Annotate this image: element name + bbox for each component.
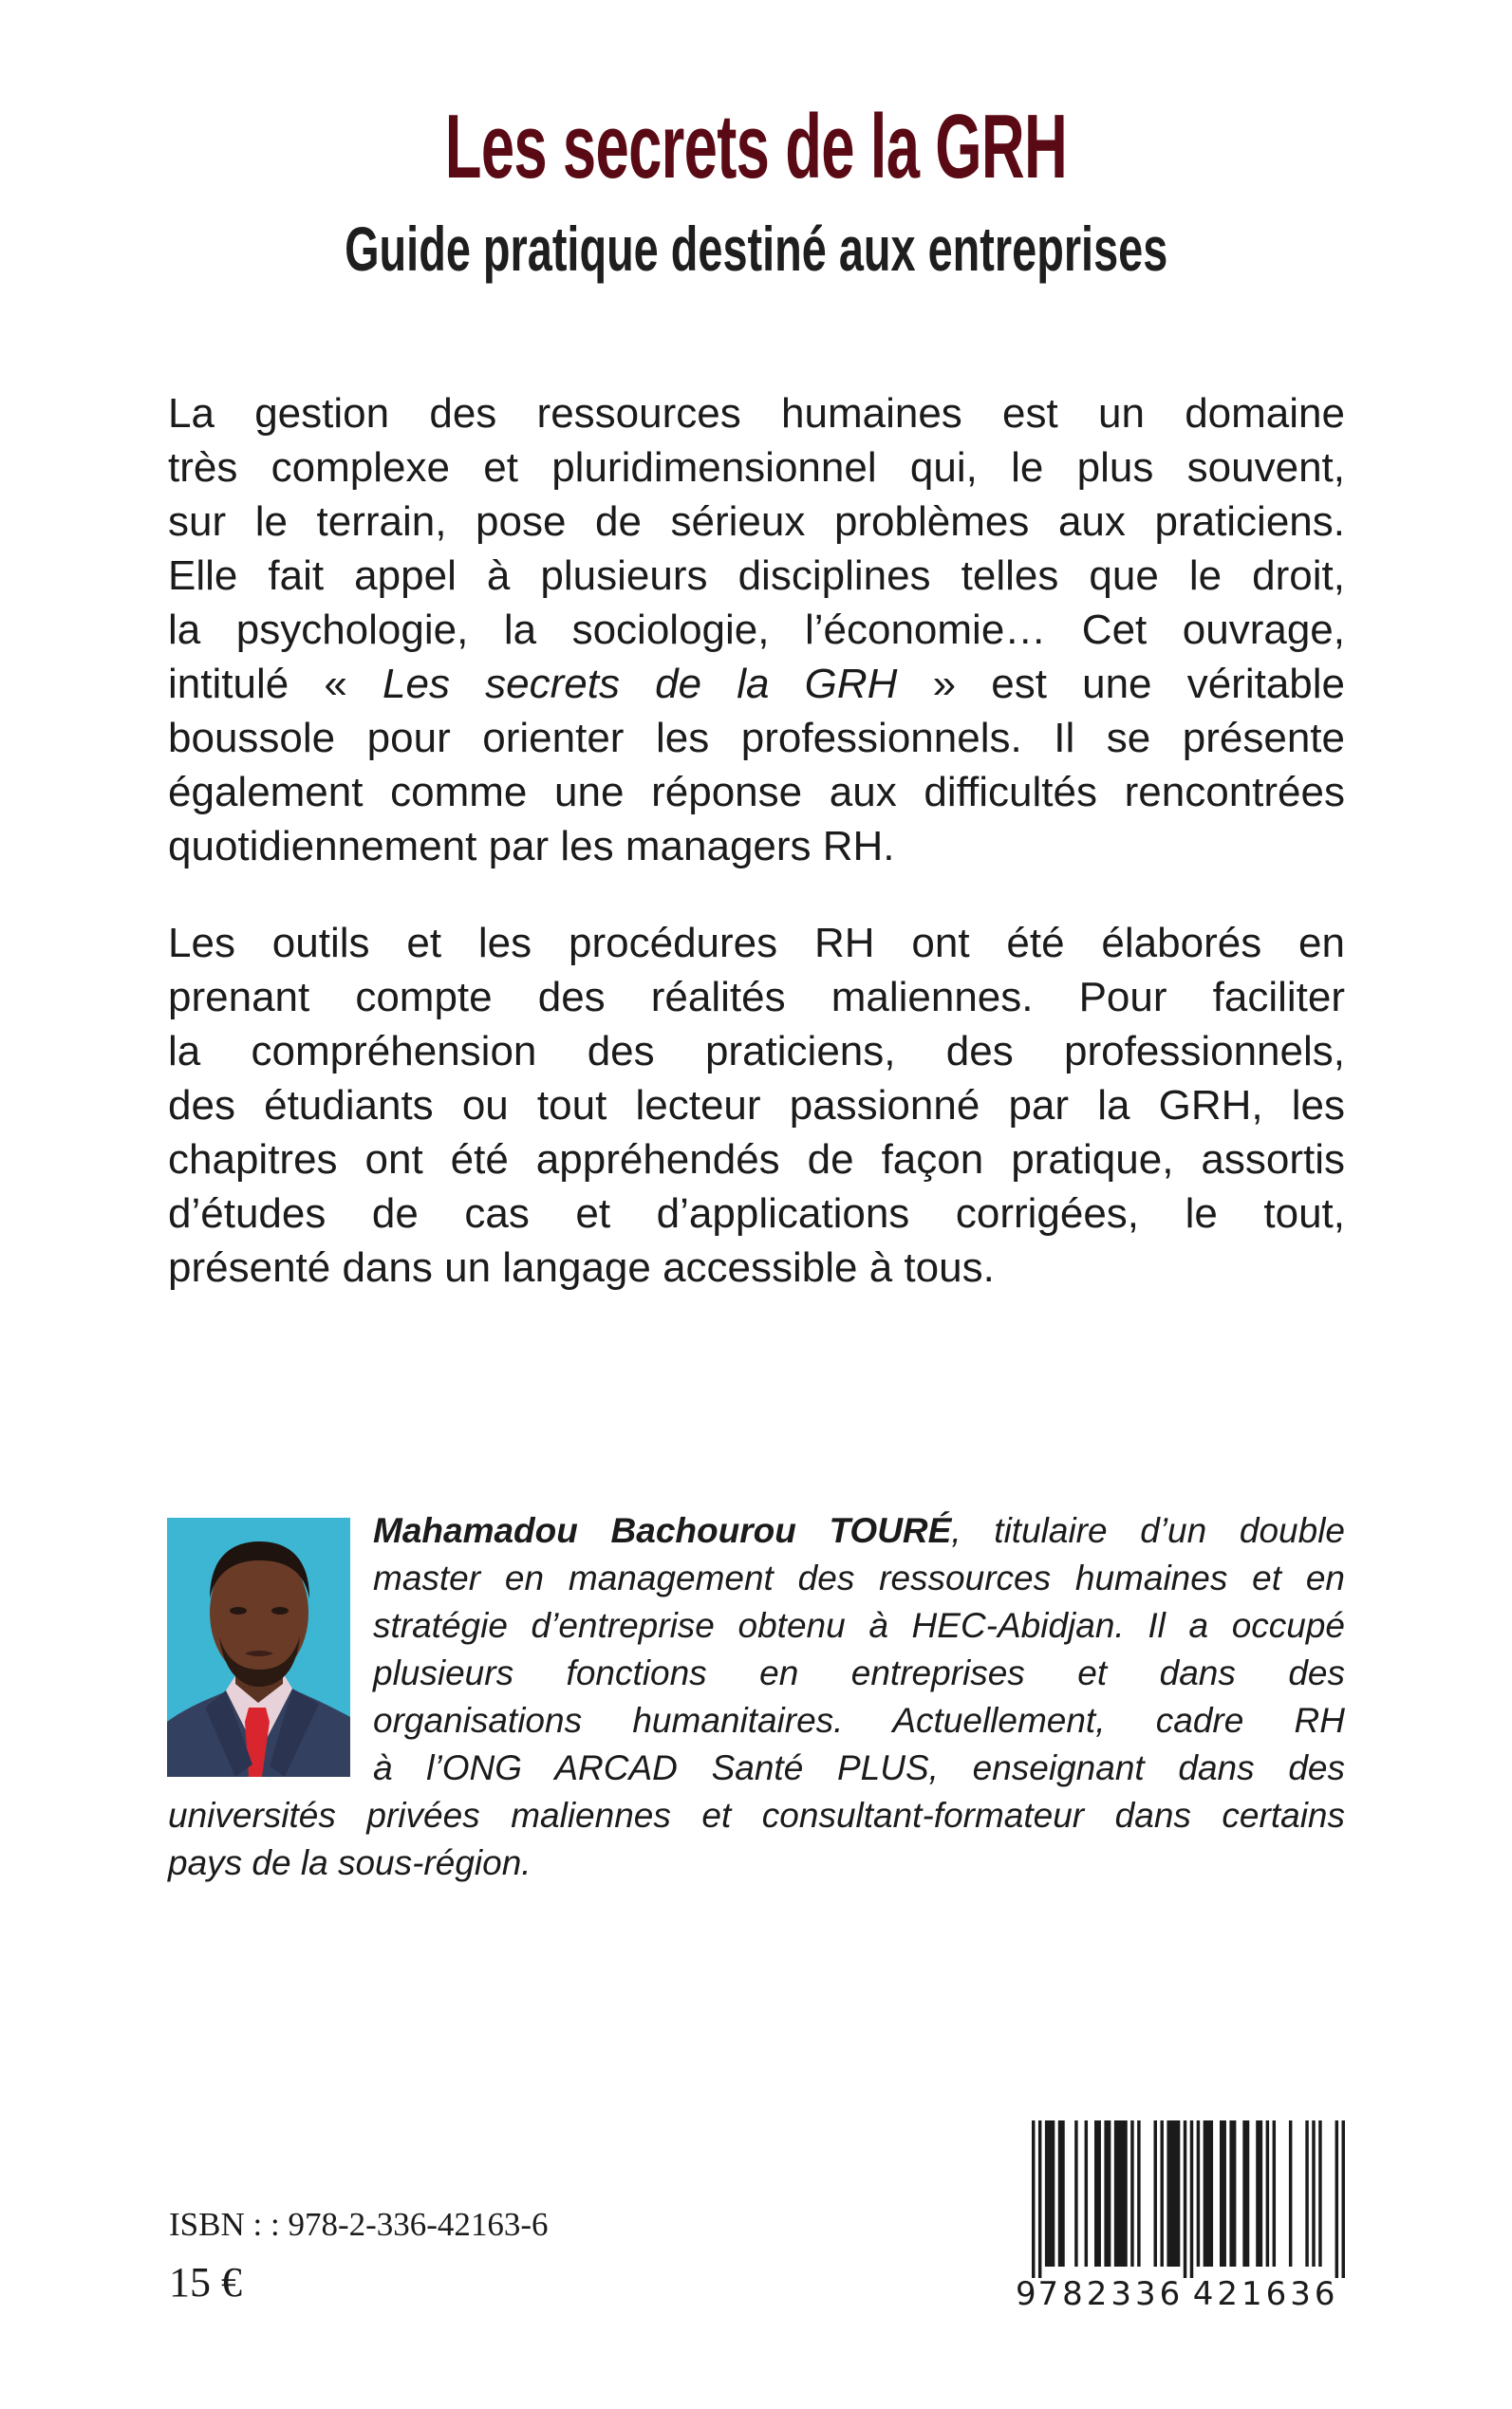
text-line: très complexe et pluridimensionnel qui, le plus souvent,	[168, 444, 1345, 491]
barcode-bar	[1130, 2120, 1133, 2267]
bio-line: à l’ONG ARCAD Santé PLUS, enseignant dans des	[373, 1748, 1345, 1787]
bio-text-segment: , titulaire d’un double	[951, 1511, 1345, 1550]
subtitle-block	[0, 211, 1512, 287]
barcode-bar	[1104, 2120, 1111, 2267]
barcode-bar	[1038, 2120, 1041, 2278]
text-line: Elle fait appel à plusieurs disciplines telles que le droit,	[168, 552, 1345, 599]
author-portrait-icon	[167, 1518, 350, 1777]
author-bio-full-width	[168, 1792, 1345, 1887]
text-line: sur le terrain, pose de sérieux problèmes aux praticiens.	[168, 498, 1345, 545]
barcode-bar	[1289, 2120, 1292, 2267]
barcode-bar	[1266, 2120, 1269, 2267]
barcode-bar	[1160, 2120, 1163, 2267]
author-photo	[167, 1518, 350, 1777]
barcode-bar	[1204, 2120, 1213, 2267]
author-name: Mahamadou Bachourou TOURÉ	[373, 1511, 952, 1550]
text-line: chapitres ont été appréhendés de façon pratique, assortis	[168, 1136, 1345, 1183]
barcode-bar	[1058, 2120, 1065, 2267]
barcode-bar	[1342, 2120, 1345, 2278]
barcode-bar	[1032, 2120, 1035, 2278]
text-line: Les outils et les procédures RH ont été élaborés en	[168, 920, 1345, 966]
text-line: quotidiennement par les managers RH.	[168, 823, 895, 869]
bio-line: pays de la sous-région.	[168, 1843, 532, 1882]
bio-line: stratégie d’entreprise obtenu à HEC-Abidjan. Il a occupé	[373, 1606, 1345, 1645]
book-title: Les secrets de la GRH	[444, 96, 1068, 197]
barcode-bar	[1242, 2120, 1249, 2267]
book-subtitle: Guide pratique destiné aux entreprises	[344, 214, 1168, 284]
text-line: la psychologie, la sociologie, l’économie… Cet ouvrage,	[168, 607, 1345, 653]
text-line: boussole pour orienter les professionnels. Il se présente	[168, 715, 1345, 761]
barcode-bar	[1312, 2120, 1315, 2267]
barcode-bar	[1137, 2120, 1140, 2267]
barcode-bar	[1154, 2120, 1157, 2267]
bio-line: organisations humanitaires. Actuellement, cadre RH	[373, 1701, 1345, 1740]
barcode-bar	[1114, 2120, 1128, 2267]
barcode-digits: 9	[1016, 2275, 1040, 2313]
isbn: ISBN : : 978-2-336-42163-6	[169, 2206, 549, 2243]
barcode-icon	[1008, 2113, 1359, 2317]
barcode-bar	[1045, 2120, 1055, 2267]
price: 15 €	[169, 2259, 242, 2306]
barcode-bar	[1074, 2120, 1077, 2267]
barcode-bar	[1197, 2120, 1200, 2267]
barcode-bar	[1085, 2120, 1088, 2267]
barcode-bar	[1273, 2120, 1276, 2267]
bio-line: plusieurs fonctions en entreprises et dans des	[373, 1653, 1345, 1692]
text-line: la compréhension des praticiens, des professionnels,	[168, 1028, 1345, 1074]
text-segment: » est une véritable	[897, 661, 1346, 707]
bio-line: master en management des ressources humaines et en	[373, 1559, 1345, 1597]
barcode-bar	[1256, 2120, 1262, 2267]
author-bio-beside-photo	[373, 1507, 1345, 1792]
text-line: également comme une réponse aux difficultés rencontrées	[168, 769, 1345, 815]
barcode-bar	[1190, 2120, 1193, 2278]
barcode-digits: 421636	[1192, 2275, 1339, 2313]
text-segment: intitulé «	[168, 661, 383, 707]
description-paragraph-1	[168, 386, 1345, 873]
bio-line: universités privées maliennes et consultant-formateur dans certains	[168, 1796, 1345, 1835]
text-line: La gestion des ressources humaines est un domaine	[168, 390, 1345, 437]
barcode-bar	[1094, 2120, 1101, 2267]
barcode-digits: 782336	[1037, 2275, 1185, 2313]
barcode-bar	[1335, 2120, 1338, 2278]
title-block	[0, 95, 1512, 199]
barcode-bar	[1220, 2120, 1226, 2267]
barcode-bar	[1305, 2120, 1308, 2267]
barcode-bar	[1318, 2120, 1321, 2267]
text-line: des étudiants ou tout lecteur passionné par la GRH, les	[168, 1082, 1345, 1129]
barcode-bar	[1229, 2120, 1236, 2267]
text-line-with-italic-title	[168, 657, 1345, 711]
bio-first-line	[373, 1507, 1345, 1555]
barcode-bar	[1184, 2120, 1186, 2278]
text-line: prenant compte des réalités maliennes. Pour faciliter	[168, 974, 1345, 1020]
text-line: présenté dans un langage accessible à tous.	[168, 1244, 995, 1291]
italic-book-title: Les secrets de la GRH	[383, 661, 898, 707]
text-line: d’études de cas et d’applications corrigées, le tout,	[168, 1190, 1345, 1237]
barcode-bar	[1167, 2120, 1180, 2267]
barcode	[1008, 2113, 1359, 2317]
description-paragraph-2	[168, 916, 1345, 1295]
